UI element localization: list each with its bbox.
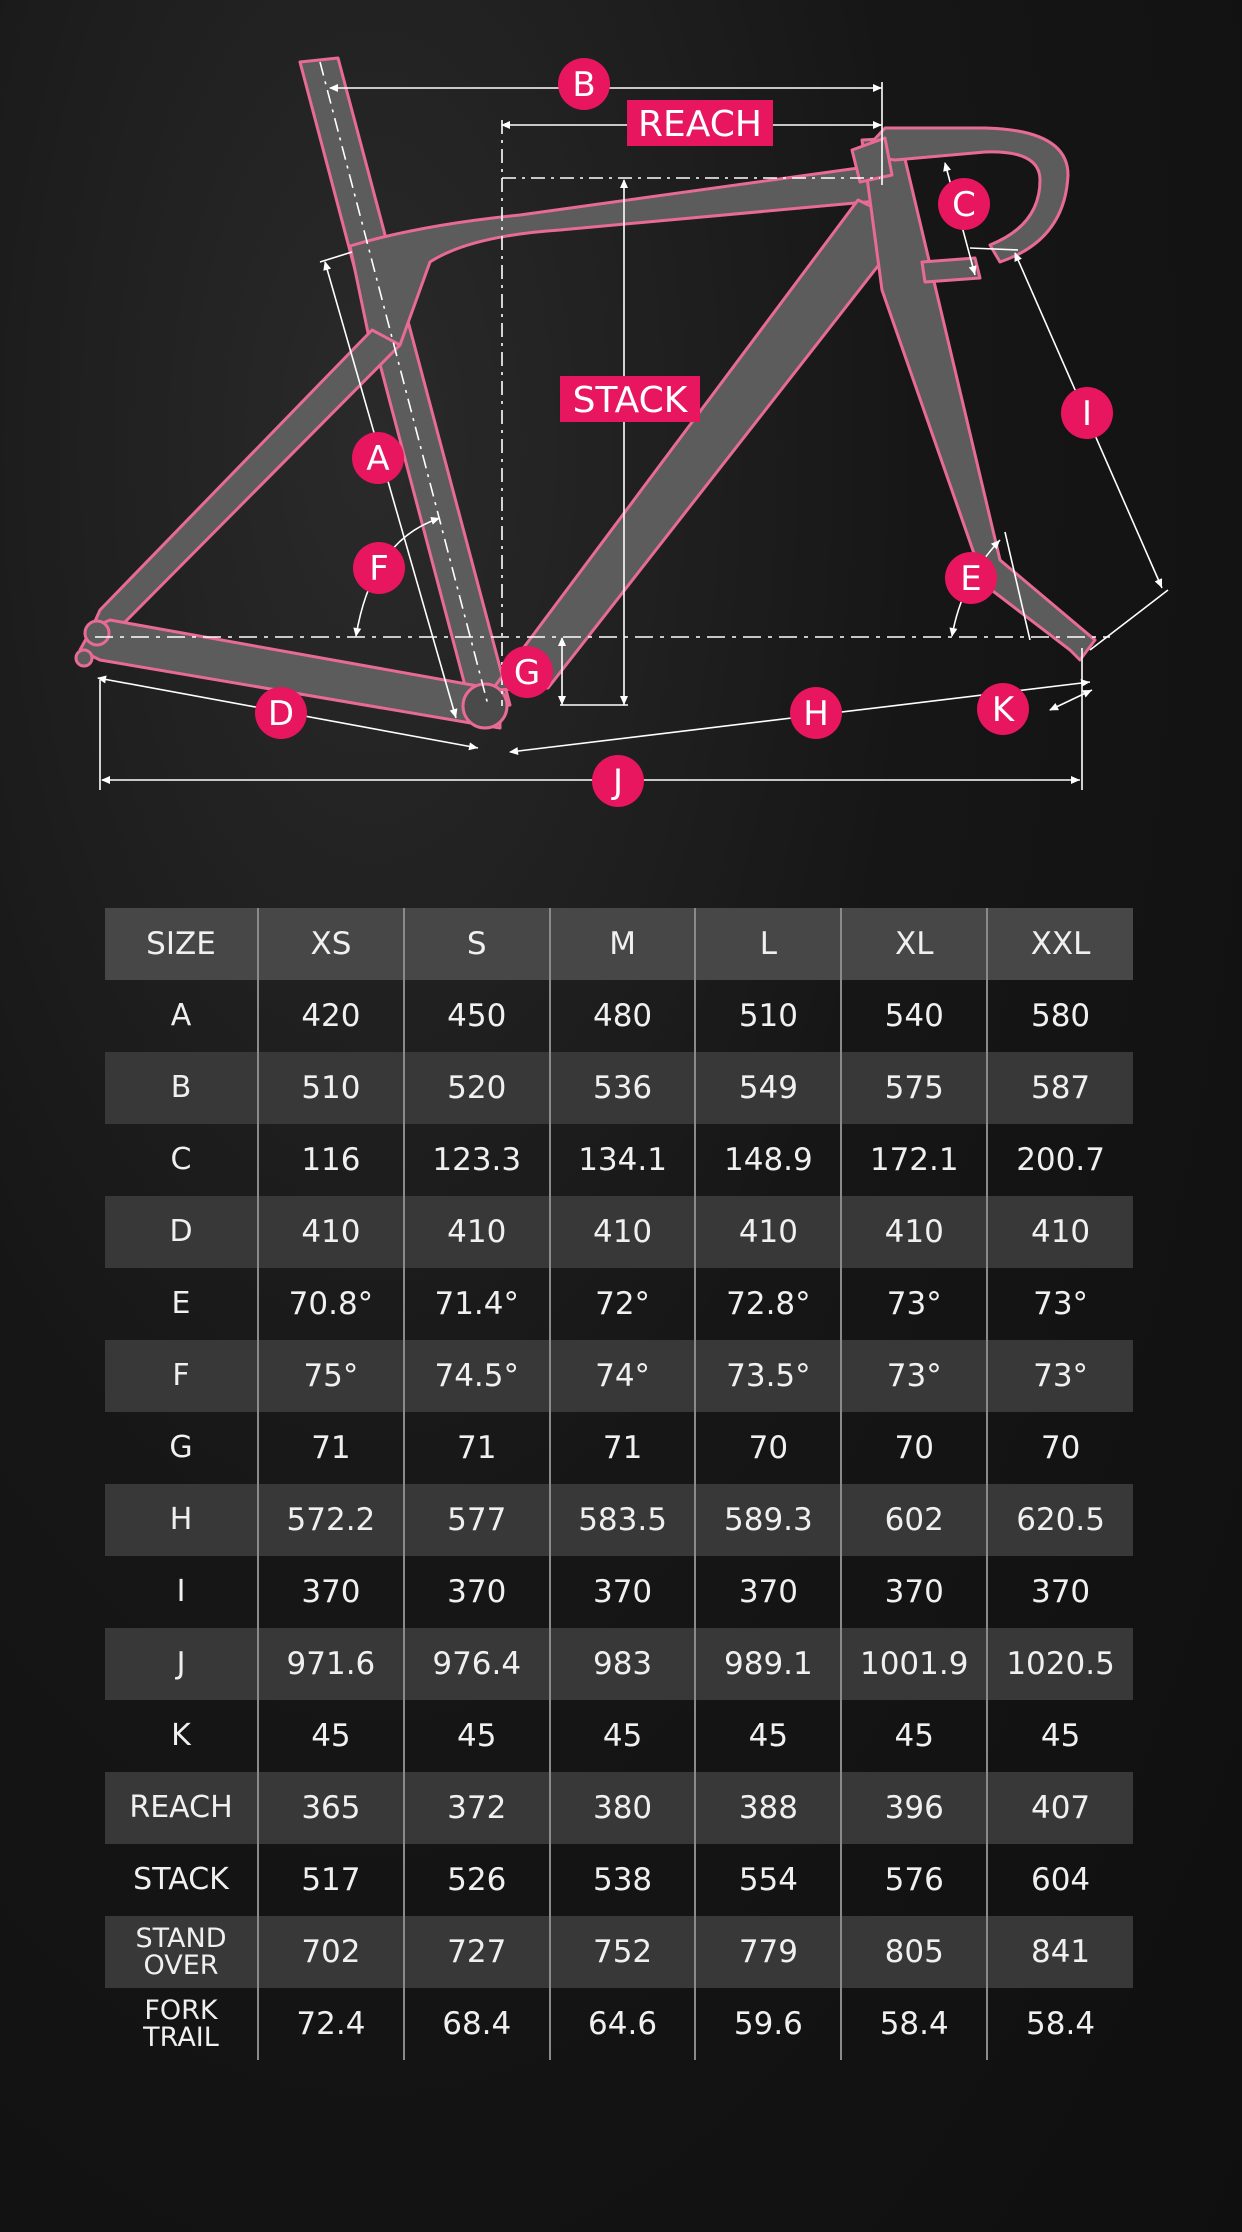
table-cell: 45 bbox=[695, 1700, 841, 1772]
table-row bbox=[105, 1340, 1133, 1412]
svg-text:F: F bbox=[369, 549, 389, 589]
table-cell: 407 bbox=[987, 1772, 1133, 1844]
table-cell: 73° bbox=[987, 1268, 1133, 1340]
marker-f bbox=[353, 542, 405, 594]
table-cell: 148.9 bbox=[695, 1124, 841, 1196]
table-cell: 410 bbox=[841, 1196, 987, 1268]
table-cell: 805 bbox=[841, 1916, 987, 1988]
row-label: I bbox=[176, 1574, 186, 1609]
table-row bbox=[105, 1484, 1133, 1556]
row-label: STACK bbox=[133, 1862, 229, 1897]
table-cell: 116 bbox=[258, 1124, 404, 1196]
svg-text:K: K bbox=[991, 690, 1015, 730]
row-label: G bbox=[169, 1430, 193, 1465]
table-cell: 73° bbox=[841, 1340, 987, 1412]
table-cell: 74.5° bbox=[404, 1340, 550, 1412]
marker-a bbox=[352, 432, 404, 484]
svg-text:STACK: STACK bbox=[572, 380, 688, 421]
table-cell: 554 bbox=[695, 1844, 841, 1916]
table-cell: 70 bbox=[695, 1412, 841, 1484]
table-cell: 70 bbox=[987, 1412, 1133, 1484]
header-xl: XL bbox=[841, 908, 987, 980]
table-cell: 580 bbox=[987, 980, 1133, 1052]
stack-label bbox=[560, 376, 700, 422]
table-cell: 510 bbox=[258, 1052, 404, 1124]
table-cell: 538 bbox=[550, 1844, 696, 1916]
svg-text:G: G bbox=[513, 653, 541, 693]
marker-j bbox=[592, 755, 644, 807]
table-cell: 727 bbox=[404, 1916, 550, 1988]
table-cell: 971.6 bbox=[258, 1628, 404, 1700]
table-cell: 72.8° bbox=[695, 1268, 841, 1340]
table-cell: 410 bbox=[695, 1196, 841, 1268]
table-header-row bbox=[105, 908, 1133, 980]
table-cell: 370 bbox=[841, 1556, 987, 1628]
table-cell: 45 bbox=[550, 1700, 696, 1772]
table-cell: 526 bbox=[404, 1844, 550, 1916]
table-cell: 575 bbox=[841, 1052, 987, 1124]
table-cell: 517 bbox=[258, 1844, 404, 1916]
table-cell: 71 bbox=[404, 1412, 550, 1484]
table-cell: 388 bbox=[695, 1772, 841, 1844]
table-cell: 752 bbox=[550, 1916, 696, 1988]
table-cell: 71.4° bbox=[404, 1268, 550, 1340]
row-label: A bbox=[170, 998, 192, 1033]
table-cell: 71 bbox=[550, 1412, 696, 1484]
svg-text:I: I bbox=[1081, 394, 1093, 434]
table-cell: 602 bbox=[841, 1484, 987, 1556]
frame-geometry-diagram bbox=[0, 0, 1242, 840]
table-cell: 70.8° bbox=[258, 1268, 404, 1340]
table-cell: 1020.5 bbox=[987, 1628, 1133, 1700]
row-label: J bbox=[105, 1628, 258, 1700]
row-label: F bbox=[105, 1340, 258, 1412]
table-cell: 58.4 bbox=[987, 1988, 1133, 2060]
down-tube bbox=[492, 200, 910, 690]
table-cell: 989.1 bbox=[695, 1628, 841, 1700]
table-cell: 583.5 bbox=[550, 1484, 696, 1556]
table-cell: 604 bbox=[987, 1844, 1133, 1916]
table-cell: 410 bbox=[258, 1196, 404, 1268]
table-cell: 172.1 bbox=[841, 1124, 987, 1196]
table-cell: 520 bbox=[404, 1052, 550, 1124]
table-cell: 976.4 bbox=[404, 1628, 550, 1700]
svg-text:B: B bbox=[572, 65, 596, 105]
table-cell: 536 bbox=[550, 1052, 696, 1124]
table-cell: 71 bbox=[258, 1412, 404, 1484]
seat-stay bbox=[92, 330, 400, 628]
header-m: M bbox=[550, 908, 696, 980]
header-xxl: XXL bbox=[987, 908, 1133, 980]
marker-k bbox=[977, 683, 1029, 735]
table-cell: 72° bbox=[550, 1268, 696, 1340]
table-cell: 45 bbox=[987, 1700, 1133, 1772]
row-label bbox=[105, 1916, 258, 1988]
table-cell: 370 bbox=[550, 1556, 696, 1628]
table-cell: 370 bbox=[695, 1556, 841, 1628]
table-cell: 45 bbox=[841, 1700, 987, 1772]
table-cell: 572.2 bbox=[258, 1484, 404, 1556]
row-label-line: TRAIL bbox=[143, 2022, 219, 2053]
table-cell: 577 bbox=[404, 1484, 550, 1556]
table-cell: 589.3 bbox=[695, 1484, 841, 1556]
table-cell: 68.4 bbox=[404, 1988, 550, 2060]
row-label-line: STAND bbox=[135, 1923, 227, 1954]
table-body bbox=[105, 980, 1133, 2060]
table-row bbox=[105, 1700, 1133, 1772]
table-row bbox=[105, 1052, 1133, 1124]
reach-label bbox=[627, 100, 773, 146]
table-cell: 70 bbox=[841, 1412, 987, 1484]
table-row bbox=[105, 1556, 1133, 1628]
svg-text:J: J bbox=[612, 762, 624, 802]
table-row bbox=[105, 1124, 1133, 1196]
marker-e bbox=[945, 552, 997, 604]
marker-b bbox=[558, 58, 610, 110]
table-cell: 779 bbox=[695, 1916, 841, 1988]
row-label: E bbox=[171, 1286, 191, 1321]
table-cell: 59.6 bbox=[695, 1988, 841, 2060]
marker-c bbox=[938, 178, 990, 230]
table-cell: 380 bbox=[550, 1772, 696, 1844]
table-cell: 123.3 bbox=[404, 1124, 550, 1196]
table-cell: 58.4 bbox=[841, 1988, 987, 2060]
marker-g bbox=[501, 646, 553, 698]
row-label bbox=[105, 1988, 258, 2060]
table-cell: 587 bbox=[987, 1052, 1133, 1124]
marker-d bbox=[255, 687, 307, 739]
table-cell: 75° bbox=[258, 1340, 404, 1412]
geometry-table bbox=[105, 908, 1133, 2060]
table-cell: 372 bbox=[404, 1772, 550, 1844]
row-label: REACH bbox=[105, 1772, 258, 1844]
header-xs: XS bbox=[258, 908, 404, 980]
row-label: D bbox=[105, 1196, 258, 1268]
row-label-line: OVER bbox=[143, 1950, 219, 1981]
row-label-line: FORK bbox=[144, 1995, 218, 2026]
svg-text:E: E bbox=[960, 559, 982, 599]
table-cell: 576 bbox=[841, 1844, 987, 1916]
table-cell: 549 bbox=[695, 1052, 841, 1124]
table-row bbox=[105, 1628, 1133, 1700]
table-row bbox=[105, 1268, 1133, 1340]
table-cell: 370 bbox=[987, 1556, 1133, 1628]
table-cell: 365 bbox=[258, 1772, 404, 1844]
table-cell: 72.4 bbox=[258, 1988, 404, 2060]
table-cell: 410 bbox=[987, 1196, 1133, 1268]
table-cell: 410 bbox=[404, 1196, 550, 1268]
table-row bbox=[105, 1412, 1133, 1484]
row-label: C bbox=[170, 1142, 192, 1177]
table-cell: 73° bbox=[987, 1340, 1133, 1412]
table-cell: 64.6 bbox=[550, 1988, 696, 2060]
table-cell: 510 bbox=[695, 980, 841, 1052]
marker-i bbox=[1061, 387, 1113, 439]
table-row bbox=[105, 1196, 1133, 1268]
table-row bbox=[105, 1844, 1133, 1916]
table-row bbox=[105, 980, 1133, 1052]
svg-text:A: A bbox=[366, 439, 390, 479]
table-cell: 480 bbox=[550, 980, 696, 1052]
table-cell: 420 bbox=[258, 980, 404, 1052]
table-cell: 45 bbox=[404, 1700, 550, 1772]
header-s: S bbox=[404, 908, 550, 980]
table-cell: 74° bbox=[550, 1340, 696, 1412]
row-label: K bbox=[171, 1718, 191, 1753]
row-label: H bbox=[105, 1484, 258, 1556]
rear-dropout bbox=[85, 621, 109, 645]
table-cell: 396 bbox=[841, 1772, 987, 1844]
table-row bbox=[105, 1916, 1133, 1988]
svg-text:C: C bbox=[952, 185, 976, 225]
table-cell: 73.5° bbox=[695, 1340, 841, 1412]
header-size: SIZE bbox=[105, 908, 258, 980]
table-cell: 983 bbox=[550, 1628, 696, 1700]
svg-text:D: D bbox=[267, 694, 295, 734]
table-cell: 73° bbox=[841, 1268, 987, 1340]
table-cell: 450 bbox=[404, 980, 550, 1052]
table-cell: 370 bbox=[404, 1556, 550, 1628]
marker-h bbox=[790, 687, 842, 739]
table-cell: 620.5 bbox=[987, 1484, 1133, 1556]
table-row bbox=[105, 1988, 1133, 2060]
table-cell: 702 bbox=[258, 1916, 404, 1988]
head-cap bbox=[852, 138, 892, 182]
row-label: B bbox=[105, 1052, 258, 1124]
table-cell: 841 bbox=[987, 1916, 1133, 1988]
table-cell: 370 bbox=[258, 1556, 404, 1628]
table-cell: 45 bbox=[258, 1700, 404, 1772]
table-cell: 1001.9 bbox=[841, 1628, 987, 1700]
table-cell: 540 bbox=[841, 980, 987, 1052]
table-cell: 410 bbox=[550, 1196, 696, 1268]
table-cell: 134.1 bbox=[550, 1124, 696, 1196]
svg-text:REACH: REACH bbox=[638, 104, 762, 145]
svg-text:H: H bbox=[803, 694, 829, 734]
table-cell: 200.7 bbox=[987, 1124, 1133, 1196]
header-l: L bbox=[695, 908, 841, 980]
table-row bbox=[105, 1772, 1133, 1844]
